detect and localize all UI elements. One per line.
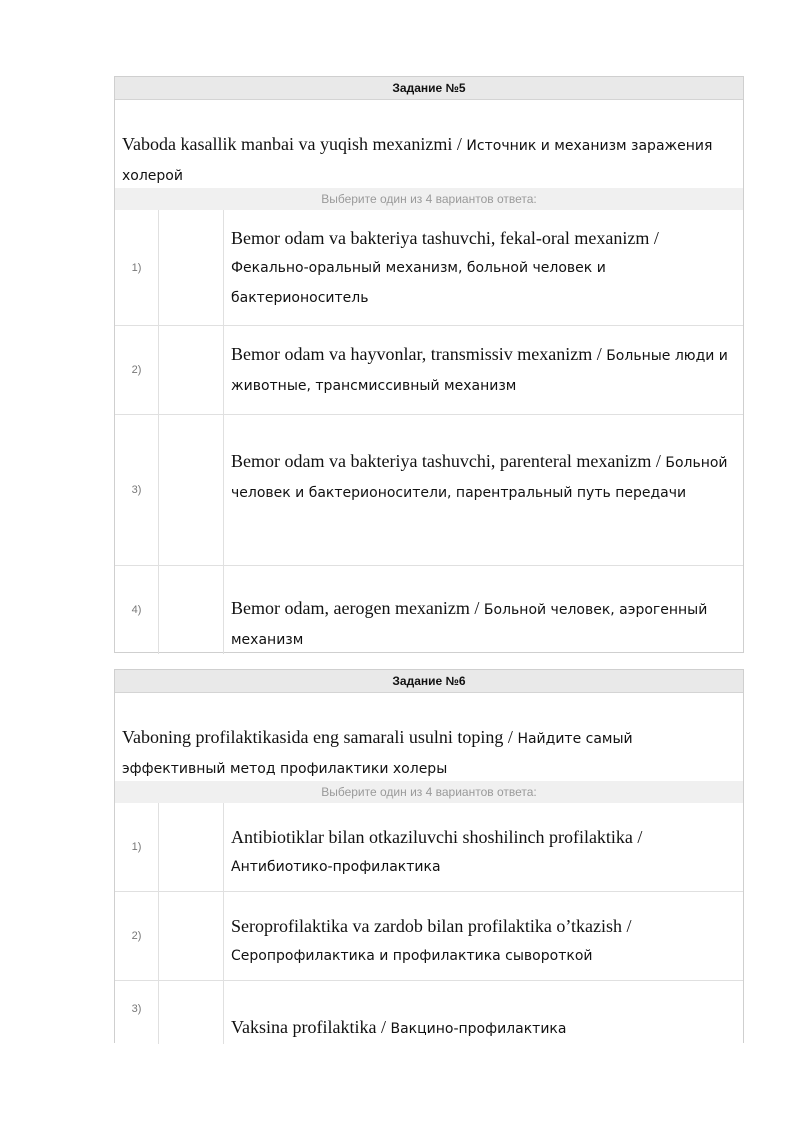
option-text-uz: Bemor odam va bakteriya tashuvchi, fekal-oral mexanizm / [231, 227, 659, 248]
answer-option-2[interactable] [115, 892, 743, 981]
option-select-cell[interactable] [159, 803, 224, 891]
option-select-cell[interactable] [159, 566, 224, 654]
option-number: 2) [115, 892, 159, 980]
question-text-uz: Vaboda kasallik manbai va yuqish mexanizmi / [122, 134, 462, 154]
answer-option-3[interactable] [115, 415, 743, 566]
option-select-cell[interactable] [159, 415, 224, 565]
option-text [224, 210, 743, 325]
option-text-uz: Antibiotiklar bilan otkaziluvchi shoshilinch profilaktika / [231, 827, 643, 847]
question-text-ru: Найдите самый эффективный метод профилактики холеры [122, 731, 633, 777]
option-text-uz: Bemor odam, aerogen mexanizm / [231, 598, 480, 618]
option-text-uz: Bemor odam va hayvonlar, transmissiv mexanizm / [231, 344, 602, 364]
option-text [224, 803, 743, 891]
option-text-uz: Vaksina profilaktika / [231, 1017, 386, 1037]
option-number: 1) [115, 210, 159, 325]
task-6-question [115, 693, 743, 781]
answer-option-4[interactable] [115, 566, 743, 654]
option-select-cell[interactable] [159, 210, 224, 325]
task-5-card [114, 76, 744, 653]
option-text-ru: Вакцино-профилактика [390, 1021, 567, 1037]
task-5-question [115, 100, 743, 188]
task-5-header: Задание №5 [115, 77, 743, 100]
option-number: 2) [115, 326, 159, 414]
option-text [224, 415, 743, 565]
option-text-ru: Фекально-оральный механизм, больной человек и бактерионоситель [231, 259, 606, 306]
option-number: 3) [115, 415, 159, 565]
option-text-uz: Seroprofilaktika va zardob bilan profilaktika o’tkazish / [231, 916, 632, 936]
answer-option-3[interactable] [115, 981, 743, 1044]
question-text-ru: Источник и механизм заражения холерой [122, 138, 713, 184]
option-text-uz: Bemor odam va bakteriya tashuvchi, parenteral mexanizm / [231, 451, 661, 471]
option-text [224, 326, 743, 414]
option-text [224, 981, 743, 1044]
option-select-cell[interactable] [159, 981, 224, 1044]
option-text-ru: Больные люди и животные, трансмиссивный механизм [231, 348, 728, 394]
option-text-ru: Больной человек, аэрогенный механизм [231, 602, 708, 648]
option-number: 1) [115, 803, 159, 891]
answer-hint: Выберите один из 4 вариантов ответа: [115, 188, 743, 210]
question-text-uz: Vaboning profilaktikasida eng samarali usulni toping / [122, 727, 513, 747]
option-text [224, 892, 743, 980]
option-number: 4) [115, 566, 159, 654]
option-text-ru: Антибиотико-профилактика [231, 859, 441, 875]
option-text [224, 566, 743, 654]
task-6-card [114, 669, 744, 1043]
option-text-ru: Серопрофилактика и профилактика сывороткой [231, 948, 593, 964]
answer-option-1[interactable] [115, 210, 743, 326]
option-select-cell[interactable] [159, 326, 224, 414]
task-6-header: Задание №6 [115, 670, 743, 693]
option-text-ru: Больной человек и бактерионосители, парентральный путь передачи [231, 455, 728, 501]
option-number: 3) [115, 981, 159, 1044]
answer-option-2[interactable] [115, 326, 743, 415]
answer-option-1[interactable] [115, 803, 743, 892]
answer-hint: Выберите один из 4 вариантов ответа: [115, 781, 743, 803]
option-select-cell[interactable] [159, 892, 224, 980]
